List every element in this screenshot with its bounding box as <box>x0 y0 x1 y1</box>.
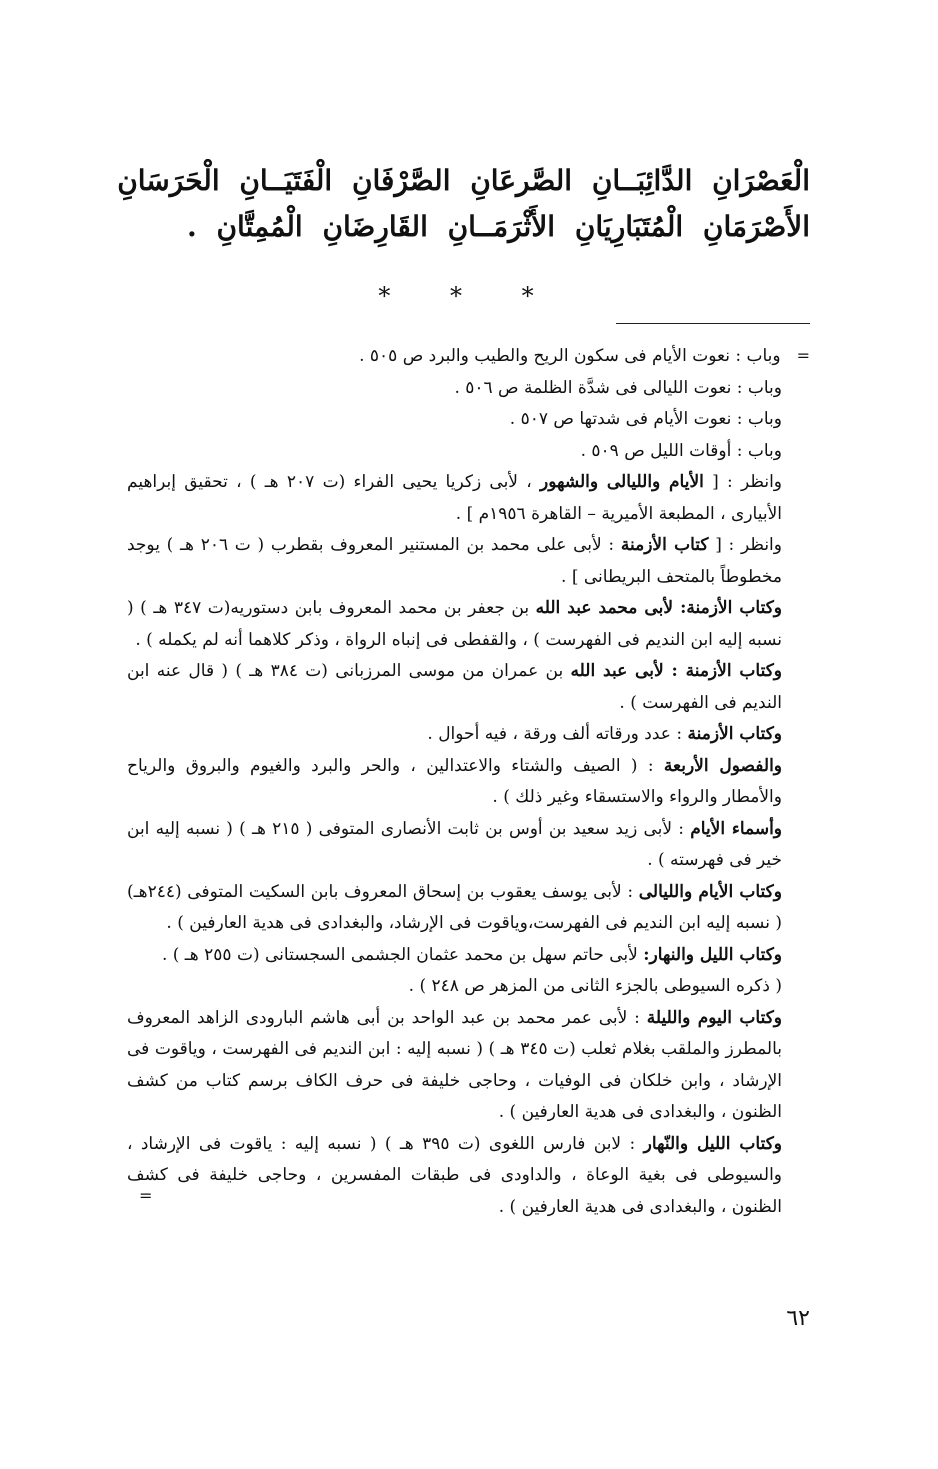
footnote-paragraph: وكتاب الأيام والليالى : لأبى يوسف يعقوب بن إسحاق المعروف بابن السكيت المتوفى (٢٤٤هـ) ( نسبه إليه ابن النديم فى الفهرست،وياقوت فى الإرشاد، والبغدادى فى هدية العارفين ) . <box>127 881 782 933</box>
footnote-paragraph: وكتاب الليل والنّهار : لابن فارس اللغوى (ت ٣٩٥ هـ ) ( نسبه إليه : ياقوت فى الإرشاد ، والسيوطى فى بغية الوعاة ، والداودى فى طبقات المفسرين ، وحاجى خليفة فى كشف الظنون ، والبغدادى فى هدية العارفين ) . <box>127 1133 782 1217</box>
page-number: ٦٢ <box>786 1306 810 1331</box>
footnote-paragraph: والفصول الأربعة : ( الصيف والشتاء والاعتدالين ، والحر والبرد والغيوم والبروق والرياح والأمطار والرواء والاستسقاء وغير ذلك ) . <box>127 755 783 807</box>
footnote-paragraph: وانظر : [ الأيام والليالى والشهور ، لأبى زكريا يحيى الفراء (ت ٢٠٧ هـ ) ، تحقيق إبراهيم الأبيارى ، المطبعة الأميرية – القاهرة ١٩٥٦م ] . <box>127 472 783 524</box>
footnote-paragraph: وكتاب الأزمنة: لأبى محمد عبد الله بن جعفر بن محمد المعروف بابن دستوريه(ت ٣٤٧ هـ ) ( نسبه إليه ابن النديم فى الفهرست ) ، والقفطى فى إنباه الرواة ، وذكر كلاهما أنه لم يكمله ) . <box>127 598 783 650</box>
footnote-paragraph: وانظر : [ كتاب الأزمنة : لأبى على محمد بن المستنير المعروف بقطرب ( ت ٢٠٦ هـ ) يوجد مخطوطاً بالمتحف البريطانى ] . <box>127 535 782 587</box>
footnotes <box>127 340 810 1217</box>
section-separator: * * * <box>378 282 560 310</box>
footnote-item: وباب : أوقات الليل ص ٥٠٩ . <box>580 440 782 461</box>
footnote-item: وباب : نعوت الليالى فى شدَّة الظلمة ص ٥٠٦ . <box>454 377 782 398</box>
verse-line-2: الأَصْرَمَانِ الْمُتَبَارِيَانِ الأَثْرَمَــانِ القَارِضَانِ الْمُمِتَّانِ . <box>186 210 810 243</box>
footnote-item: = وباب : نعوت الأيام فى سكون الريح والطيب والبرد ص ٥٠٥ . <box>127 340 810 373</box>
continuation-mark-end: = <box>139 1186 153 1205</box>
footnote-paragraph: وكتاب الأزمنة : لأبى عبد الله بن عمران من موسى المرزبانى (ت ٣٨٤ هـ ) ( قال عنه ابن النديم فى الفهرست ) . <box>127 661 783 713</box>
footnote-paragraph: وكتاب اليوم والليلة : لأبى عمر محمد بن عبد الواحد بن أبى هاشم البارودى الزاهد المعروف بالمطرز والملقب بغلام ثعلب (ت ٣٤٥ هـ ) ( نسبه إليه : ابن النديم فى الفهرست ، وياقوت فى الإرشاد ، وابن خلكان فى الوفيات ، وحاجى خليفة فى حرف الكاف برسم كتاب من كشف الظنون ، والبغدادى فى هدية العارفين ) . <box>127 1007 783 1122</box>
main-verse <box>117 158 810 250</box>
continuation-mark: = <box>796 346 810 365</box>
footnote-rule <box>616 323 810 324</box>
footnote-paragraph: وكتاب الليل والنهار: لأبى حاتم سهل بن محمد عثمان الجشمى السجستانى (ت ٢٥٥ هـ ) . <box>161 944 782 965</box>
footnote-paragraph: وكتاب الأزمنة : عدد ورقاته ألف ورقة ، فيه أحوال . <box>427 724 782 744</box>
footnote-paragraph: وأسماء الأيام : لأبى زيد سعيد بن أوس بن ثابت الأنصارى المتوفى ( ٢١٥ هـ ) ( نسبه إليه ابن خير فى فهرسته ) . <box>127 818 783 870</box>
verse-line-1: الْعَصْرَانِ الدَّائِبَــانِ الصَّرعَانِ الصَّرْفَانِ الْفَتَيَــانِ الْحَرَسَانِ <box>117 164 810 197</box>
footnote-item: وباب : نعوت الأيام فى شدتها ص ٥٠٧ . <box>509 409 782 429</box>
footnote-paragraph: ( ذكره السيوطى بالجزء الثانى من المزهر ص ٢٤٨ ) . <box>408 976 782 996</box>
